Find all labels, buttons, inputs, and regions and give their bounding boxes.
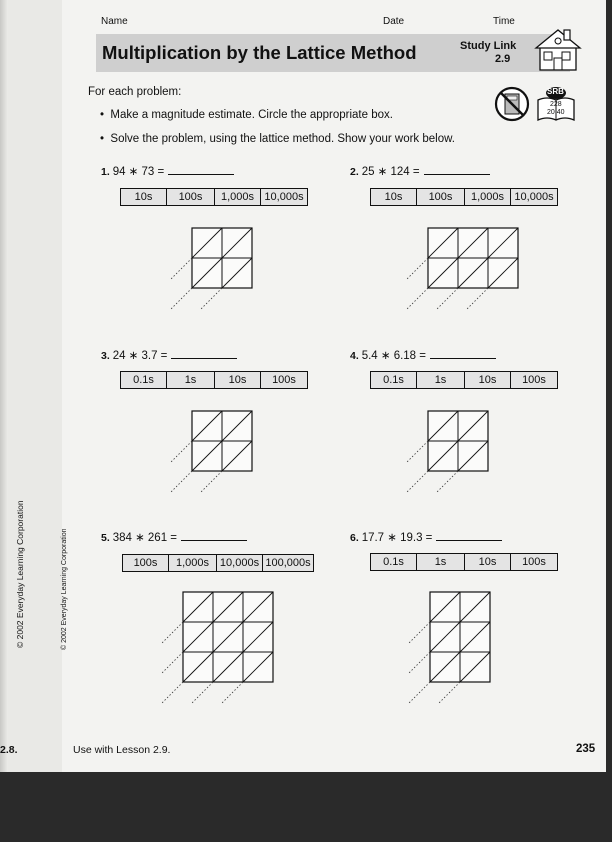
lattice-dotted-extension [161, 682, 183, 704]
page-title: Multiplication by the Lattice Method [102, 42, 417, 63]
lattice-dotted-extension [406, 258, 428, 280]
date-label: Date [383, 16, 405, 27]
lattice-dotted-extension [191, 682, 213, 704]
problem-3-answer-blank[interactable] [171, 348, 237, 359]
problem-1-answer-blank[interactable] [168, 164, 234, 175]
estimate-box[interactable]: 10s [215, 372, 261, 388]
estimate-box[interactable]: 100s [123, 555, 169, 571]
lattice-dotted-extension [408, 682, 430, 704]
estimate-box[interactable]: 100s [522, 556, 546, 568]
lattice-dotted-extension [170, 258, 192, 280]
problem-2-expression: 25 ∗ 124 = [361, 166, 420, 178]
estimate-box[interactable]: 1,000s [465, 189, 511, 205]
estimate-box[interactable]: 100s [417, 189, 465, 205]
estimate-box[interactable]: 0.1s [371, 554, 417, 570]
estimate-box[interactable]: 100s [522, 374, 546, 386]
estimate-box[interactable]: 10s [465, 554, 511, 570]
lattice-dotted-extension [200, 288, 222, 310]
lattice-dotted-extension [406, 441, 428, 463]
lattice-dotted-extension [466, 288, 488, 310]
problem-4-number: 4. [350, 350, 362, 362]
estimate-box[interactable]: 100s [167, 189, 215, 205]
estimate-box[interactable]: 10s [465, 372, 511, 388]
house-icon [534, 24, 584, 74]
srb-label: SRB [547, 87, 564, 96]
footer-left-fragment: 2.8. [0, 744, 18, 756]
problem-5-expression: 384 ∗ 261 = [112, 532, 177, 544]
lattice-dotted-extension [436, 288, 458, 310]
problem-2-number: 2. [350, 166, 362, 178]
problem-5-statement [101, 530, 247, 544]
problem-1-expression: 94 ∗ 73 = [112, 166, 165, 178]
problem-2-answer-blank[interactable] [424, 164, 490, 175]
instructions-intro: For each problem: [88, 86, 182, 98]
estimate-box[interactable]: 10s [371, 189, 417, 205]
srb-pages-2: 20 40 [547, 109, 565, 116]
problem-5-answer-blank[interactable] [181, 530, 247, 541]
problem-3-estimate-boxes [120, 371, 308, 389]
copyright-left: © 2002 Everyday Learning Corporation [15, 500, 25, 648]
lattice-dotted-extension [406, 471, 428, 493]
problem-4-answer-blank[interactable] [430, 348, 496, 359]
estimate-box[interactable]: 100s [272, 374, 296, 386]
lattice-dotted-extension [436, 471, 458, 493]
problem-6-estimate-boxes [370, 553, 558, 571]
binding-margin [0, 0, 62, 772]
no-calculator-icon [494, 86, 530, 122]
problem-2-statement [350, 164, 490, 178]
problem-1-estimate-boxes [120, 188, 308, 206]
problem-5-number: 5. [101, 532, 113, 544]
estimate-box[interactable]: 100,000s [265, 557, 311, 569]
lattice-dotted-extension [170, 471, 192, 493]
problem-5-lattice-grid[interactable] [153, 592, 283, 722]
lattice-dotted-extension [200, 471, 222, 493]
problem-5-estimate-boxes [122, 554, 314, 572]
study-link-number: 2.9 [494, 53, 511, 65]
instruction-bullet-2: • Solve the problem, using the lattice method. Show your work below. [100, 133, 455, 145]
problem-1-lattice-grid[interactable] [162, 228, 262, 328]
problem-1-statement [101, 164, 234, 178]
problem-2-estimate-boxes [370, 188, 558, 206]
srb-pages: 228 [550, 101, 562, 108]
lattice-dotted-extension [406, 288, 428, 310]
problem-6-statement [350, 530, 502, 544]
problem-6-answer-blank[interactable] [436, 530, 502, 541]
estimate-box[interactable]: 1s [417, 554, 465, 570]
study-link-label: Study Link [460, 40, 517, 52]
problem-3-expression: 24 ∗ 3.7 = [112, 350, 168, 362]
problem-1-number: 1. [101, 166, 113, 178]
problem-6-expression: 17.7 ∗ 19.3 = [361, 532, 433, 544]
estimate-box[interactable]: 1s [417, 372, 465, 388]
problem-4-estimate-boxes [370, 371, 558, 389]
problem-4-statement [350, 348, 496, 362]
problem-6-number: 6. [350, 532, 362, 544]
estimate-box[interactable]: 10,000s [264, 191, 304, 203]
study-link-badge [460, 40, 516, 66]
estimate-box[interactable]: 10,000s [217, 555, 263, 571]
estimate-box[interactable]: 1s [167, 372, 215, 388]
lattice-dotted-extension [221, 682, 243, 704]
estimate-box[interactable]: 10s [121, 189, 167, 205]
lattice-dotted-extension [161, 652, 183, 674]
footer-lesson: Use with Lesson 2.9. [73, 744, 171, 756]
lattice-dotted-extension [408, 622, 430, 644]
estimate-box[interactable]: 1,000s [215, 189, 261, 205]
page-number: 235 [576, 743, 596, 755]
lattice-dotted-extension [170, 288, 192, 310]
spine-fold [0, 0, 8, 772]
problem-3-statement [101, 348, 237, 362]
lattice-dotted-extension [438, 682, 460, 704]
copyright-inner: © 2002 Everyday Learning Corporation [61, 528, 68, 650]
problem-4-lattice-grid[interactable] [398, 411, 498, 511]
instruction-text-1: Make a magnitude estimate. Circle the appropriate box. [110, 109, 393, 121]
instruction-text-2: Solve the problem, using the lattice method. Show your work below. [110, 133, 455, 145]
lattice-dotted-extension [161, 622, 183, 644]
lattice-dotted-extension [170, 441, 192, 463]
problem-4-expression: 5.4 ∗ 6.18 = [361, 350, 426, 362]
instruction-bullet-1: • Make a magnitude estimate. Circle the appropriate box. [100, 109, 393, 121]
estimate-box[interactable]: 0.1s [371, 372, 417, 388]
estimate-box[interactable]: 10,000s [514, 191, 554, 203]
estimate-box[interactable]: 0.1s [121, 372, 167, 388]
estimate-box[interactable]: 1,000s [169, 555, 217, 571]
problem-2-lattice-grid[interactable] [398, 228, 528, 328]
problem-6-lattice-grid[interactable] [400, 592, 500, 722]
name-label: Name [101, 16, 128, 27]
time-label: Time [493, 16, 515, 27]
lattice-dotted-extension [408, 652, 430, 674]
problem-3-lattice-grid[interactable] [162, 411, 262, 511]
problem-3-number: 3. [101, 350, 113, 362]
